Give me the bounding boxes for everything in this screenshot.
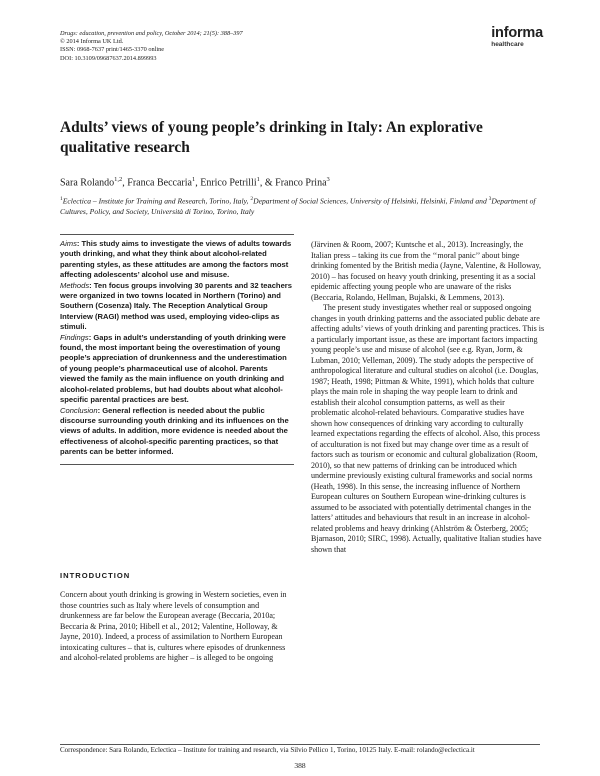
body-paragraph: Concern about youth drinking is growing in Western societies, even in those countries such as Italy where levels of consumption and drunkenness are far below the European average (Beccaria, 2010a; Beccaria & Prina, 2010; Hibell et al., 2012; Valentine, Holloway, & Jayne, 2010). Indeed, a process of assimilation to Northern European intoxicating cultures – that is, cultures where episodes of drunkenness and alcohol-related problems are higher – is alleged to be ongoing (60, 590, 287, 662)
author-separator: , (195, 177, 201, 189)
article-title: Adults’ views of young people’s drinking in Italy: An explorative qualitative research (60, 119, 483, 156)
copyright-line: © 2014 Informa UK Ltd. (60, 38, 124, 46)
footnote-divider (60, 744, 540, 745)
abstract-conclusion (60, 406, 294, 458)
author-affil-sup: 1,2 (114, 176, 123, 183)
abstract-text: : Gaps in adult’s understanding of youth drinking were found, the most important being the overestimation of young people’s appreciation of drunkenness and the underestimation of young people’s pharmaceutical use of alcohol. Parents viewed the family as the main influence on youth drinking and alcohol-related problems, but had doubts about what alcohol-specific parental practices are best. (60, 332, 287, 405)
journal-meta (60, 30, 243, 63)
author-list (60, 176, 330, 188)
journal-citation: Drugs: education, prevention and policy, October 2014; 21(5): 388–397 (60, 30, 243, 37)
abstract-label: Conclusion (60, 405, 98, 415)
page-number: 388 (294, 761, 306, 770)
abstract-aims (60, 239, 294, 281)
abstract-label: Findings (60, 332, 89, 342)
publisher-logo (491, 26, 543, 49)
author-name: Franco Prina (275, 177, 327, 189)
abstract-text: : This study aims to investigate the views of adults towards youth drinking, and what they think about alcohol-related parenting styles, as these attitudes are among the factors most affecting adolescents’ alcohol use and misuse. (60, 239, 292, 280)
author-name: Sara Rolando (60, 177, 115, 189)
author-affil-sup: 1 (256, 176, 260, 183)
issn-line: ISSN: 0968-7637 print/1465-3370 online (60, 46, 165, 54)
publisher-brand: informa (491, 25, 543, 41)
doi-line: DOI: 10.3109/09687637.2014.899993 (60, 54, 157, 62)
abstract-methods (60, 281, 294, 333)
author-affil-sup: 1 (191, 176, 196, 183)
correspondence-footnote: Correspondence: Sara Rolando, Eclectica – Institute for training and research, via Silvio Pellico 1, Torino, 10125 Italy. E-mail: rolando@eclectica.it (60, 746, 475, 754)
abstract-text: : General reflection is needed about the public discourse surrounding youth drinking and its influences on the views of adults. In addition, more evidence is needed about the effectiveness of alcohol-specific parenting practices, so that parents can be better informed. (60, 405, 289, 457)
author-name: Enrico Petrilli (200, 177, 257, 189)
author-affil-sup: 3 (326, 176, 330, 183)
abstract-label: Aims (60, 239, 77, 248)
affiliation-2: Department of Social Sciences, University of Helsinki, Helsinki, Finland and (253, 196, 489, 206)
body-column-left (60, 590, 294, 664)
author-separator: , & (259, 177, 276, 189)
body-paragraph: (Järvinen & Room, 2007; Kuntsche et al., 2013). Increasingly, the Italian press – taking its cue from the ‘‘moral panic’’ about binge drinking fomented by the British media (Jayne, Valentine, & Holloway, 2010) – has focused on heavy youth drinking, presenting it as a social epidemic affecting young people who are unaware of the risks (Beccaria, Rolando, Hellman, Bujalski, & Lemmens, 2013). (311, 240, 541, 302)
affiliation-3: Department of Cultures, Policy, and Society, Università di Torino, Torino, Italy (60, 196, 536, 217)
affiliations (60, 194, 540, 218)
abstract-box (60, 234, 294, 465)
author-name: Franca Beccaria (127, 177, 192, 189)
affil-sup: 3 (488, 196, 492, 202)
abstract-findings (60, 333, 294, 406)
introduction-heading: INTRODUCTION (60, 571, 131, 580)
abstract-label: Methods (60, 280, 90, 290)
affiliation-1: Eclectica – Institute for Training and Research, Torino, Italy, (62, 196, 251, 206)
body-paragraph: The present study investigates whether real or supposed ongoing changes in youth drinking patterns and the associated public debate are affecting adults’ views of youth drinking and parenting practices. This is a particularly important issue, as these are important factors impacting young people’s use and misuse of alcohol (see e.g. Ryan, Jorm, & Lubman, 2010; Velleman, 2009). The study adopts the perspective of anthropological literature and cultural studies on alcohol (i.e. Douglas, 1987; Heath, 1998; Pittman & White, 1991), which holds that culture plays the main role in shaping the way people learn to drink and establish their alcohol consumption patterns, as well as their problematic alcohol-related behaviours. Comparative studies have shown how consequences of drinking vary according to culturally learned expectations regarding the effects of alcohol. Also, this process of acculturation is not fixed but may change over time as a result of factors such as tourism or economic and cultural globalization (Room, 2010), so that new patterns of drinking can be introduced which undermine previously existing cultural frameworks and social norms (Heath, 1998). In this sense, the increasing influence of Northern European cultures on Southern European wine-drinking cultures is assumed to be associated with potentially detrimental changes in the latters’ attitudes and behaviours that result in an increase in alcohol-related problems and heavy drinking (Ahlström & Österberg, 2005; Bjarnason, 2010; SIRC, 1998). Actually, qualitative Italian studies have shown that (311, 303, 545, 554)
author-separator: , (122, 177, 128, 189)
body-column-right (311, 240, 545, 555)
affil-sup: 2 (250, 196, 254, 202)
affil-sup: 1 (60, 196, 63, 202)
publisher-sub: healthcare (491, 41, 524, 48)
abstract-text: : Ten focus groups involving 30 parents and 32 teachers were organized in two towns located in Northern (Torino) and Southern (Cosenza) Italy. The Reception Analytical Group Interview (RAGI) method was used, employing video-clips as stimuli. (60, 280, 292, 332)
